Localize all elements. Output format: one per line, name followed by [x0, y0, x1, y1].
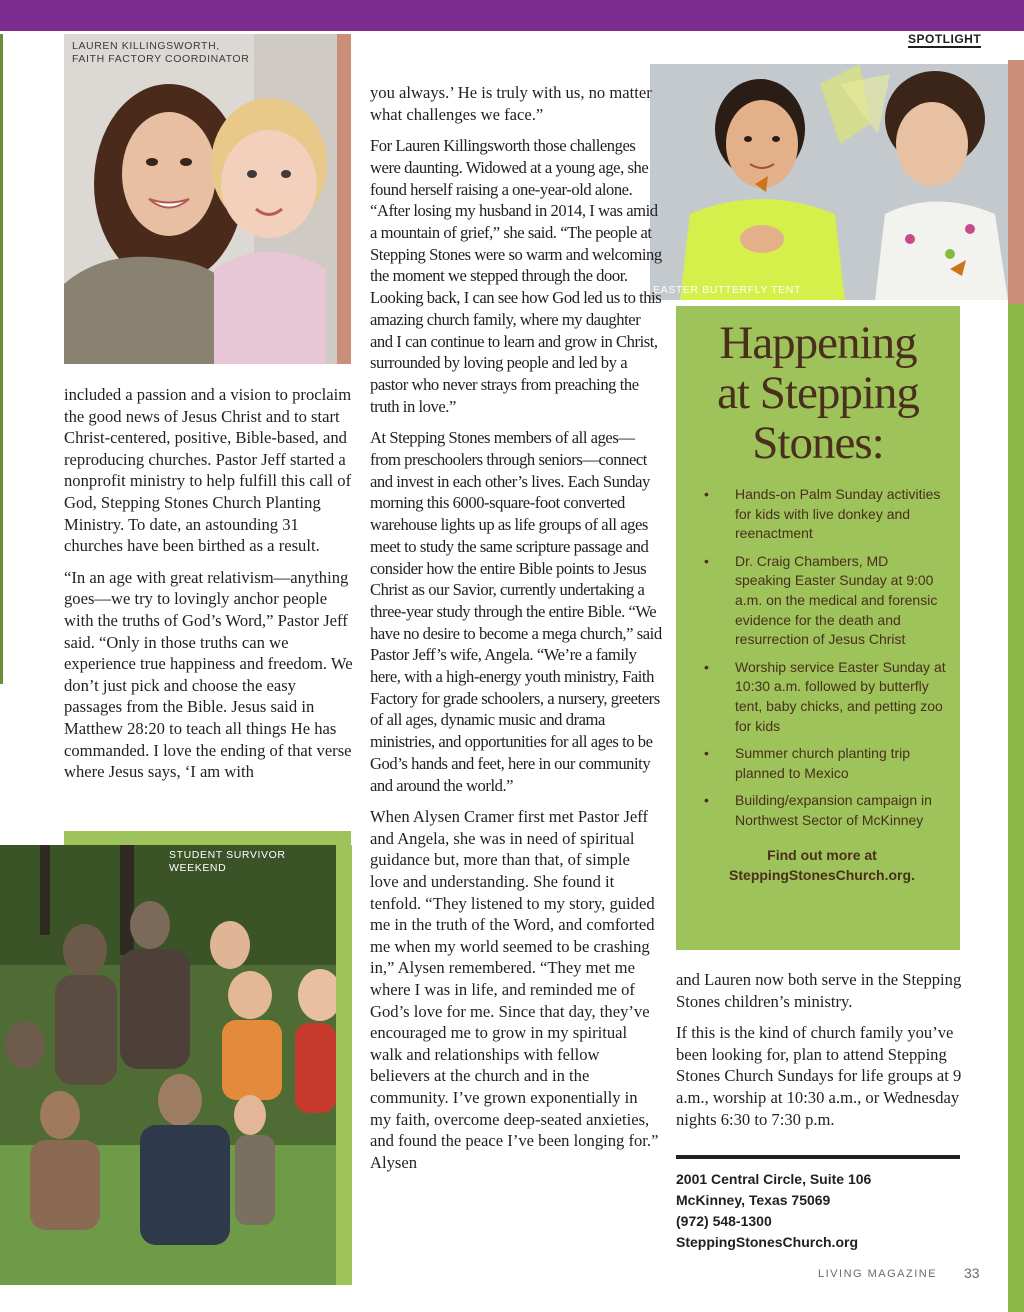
sidebar-title	[676, 318, 960, 468]
article-paragraph: “In an age with great relativism—anything goes—we try to lovingly anchor people with the truths of God’s Word,” Pastor Jeff said. “Only in those truths can we experience true happiness and freedom. We don’t just pick and choose the easy passages from the Bible. Jesus said in Matthew 28:20 to teach all things He has commanded. I love the ending of that verse where Jesus says, ‘I am with	[64, 567, 353, 782]
decorative-bar	[1008, 60, 1024, 304]
photo-easter-butterfly-tent	[650, 64, 1008, 300]
article-paragraph: and Lauren now both serve in the Stepping Stones children’s ministry.	[676, 970, 962, 1011]
sidebar-list-item	[704, 552, 948, 650]
sidebar-item-text: Building/expansion campaign in Northwest Sector of McKinney	[735, 792, 932, 828]
find-out-more	[676, 845, 960, 885]
sidebar-item-text: Hands-on Palm Sunday activities for kids with live donkey and reenactment	[735, 486, 941, 542]
sidebar-title-line: Happening	[719, 317, 917, 369]
sidebar-title-line: at Stepping	[717, 367, 919, 419]
sidebar-list-item	[704, 791, 948, 830]
bullet-icon: •	[704, 552, 709, 569]
decorative-bar	[0, 34, 3, 684]
sidebar-title-line: Stones:	[752, 417, 884, 469]
photo-caption	[72, 40, 249, 66]
article-paragraph: At Stepping Stones members of all ages—from preschoolers through seniors—connect and invest in each other’s lives. Each Sunday morning this 6000-square-foot converted warehouse lights up as life groups of all ages meet to study the same scripture passage and consider how the entire Bible points to Jesus Christ as our Savior, currently undertaking a three-year study through the entire Bible. “We have no desire to become a mega church,” said Pastor Jeff’s wife, Angela. “We’re a family here, with a high-energy youth ministry, Faith Factory for grade schoolers, a nursery, greeters of all ages, dynamic music and drama ministries, and opportunities for all ages to be God’s hands and feet, here in our community and around the world.”	[370, 428, 662, 795]
find-out-more-text: Find out more at	[767, 846, 877, 863]
website-link[interactable]: SteppingStonesChurch.org.	[729, 866, 915, 883]
sidebar-list-item	[704, 658, 948, 736]
article-column-3	[676, 969, 966, 1140]
photo-illustration	[0, 845, 336, 1285]
article-paragraph: For Lauren Killingsworth those challenges were daunting. Widowed at a young age, she found herself raising a one-year-old alone. “After losing my husband in 2014, I was amid a mountain of grief,” she said. “The people at Stepping Stones were so warm and welcoming the moment we stepped through the door. Looking back, I can see how God led us to this amazing church family, where my daughter and I can continue to learn and grow in Christ, surrounded by loving people and led by a pastor who never strays from preaching the truth in love.”	[370, 136, 662, 416]
phone-number: (972) 548-1300	[676, 1213, 772, 1229]
sidebar-list-item	[704, 485, 948, 544]
bullet-icon: •	[704, 745, 709, 762]
article-column-2	[370, 82, 662, 1183]
article-paragraph: When Alysen Cramer first met Pastor Jeff and Angela, she was in need of spiritual guidance but, more than that, of simple love and understanding. She found it tenfold. “They listened to my story, guided me in the truth of the Word, and comforted me when my world seemed to be crashing in,” Alysen remembered. “They met me where I was in life, and reminded me of God’s love for me. Since that day, they’ve encouraged me to grow in my spiritual walk and relationships with fellow believers at the church and in the community. I’ve grown exponentially in my faith, overcome deep-seated anxieties, and found the peace I’ve been longing for.” Alysen	[370, 807, 659, 1172]
photo-illustration	[650, 64, 1008, 300]
address-line: 2001 Central Circle, Suite 106	[676, 1171, 872, 1187]
bullet-icon: •	[704, 658, 709, 675]
sidebar-item-text: Summer church planting trip planned to Mexico	[735, 745, 911, 781]
bullet-icon: •	[704, 486, 709, 502]
sidebar-list	[676, 485, 960, 831]
photo-caption: EASTER BUTTERFLY TENT	[653, 284, 801, 296]
article-paragraph: included a passion and a vision to proclaim the good news of Jesus Christ and to start Christ-centered, positive, Bible-based, and reproducing churches. Pastor Jeff started a nonprofit ministry to help fulfill this call of God, Stepping Stones Church Planting Ministry. To date, an astounding 31 churches have been birthed as a result.	[64, 385, 352, 556]
contact-block	[676, 1155, 960, 1253]
address-line: McKinney, Texas 75069	[676, 1192, 831, 1208]
article-paragraph: you always.’ He is truly with us, no matter what challenges we face.”	[370, 83, 652, 124]
decorative-bar	[336, 845, 352, 1285]
decorative-bar	[337, 34, 351, 364]
caption-line: FAITH FACTORY COORDINATOR	[72, 53, 250, 65]
website-link[interactable]: SteppingStonesChurch.org	[676, 1234, 858, 1250]
bullet-icon: •	[704, 792, 709, 809]
photo-illustration	[64, 34, 337, 364]
section-label: SPOTLIGHT	[908, 32, 982, 46]
photo-caption: STUDENT SURVIVOR WEEKEND	[169, 849, 286, 874]
decorative-bar	[1008, 304, 1024, 1312]
magazine-name: LIVING MAGAZINE	[818, 1268, 938, 1280]
photo-lauren-killingsworth	[64, 34, 337, 364]
photo-student-survivor-weekend	[0, 845, 336, 1285]
page-number: 33	[964, 1265, 980, 1281]
article-column-1	[64, 384, 354, 793]
top-color-bar	[0, 0, 1024, 31]
sidebar-item-text: Dr. Craig Chambers, MD speaking Easter Sunday at 9:00 a.m. on the medical and forensic evidence for the death and resurrection of Jesus Christ	[735, 552, 938, 648]
sidebar-list-item	[704, 744, 948, 783]
caption-line: LAUREN KILLINGSWORTH,	[72, 40, 220, 52]
happening-sidebar	[676, 306, 960, 950]
article-paragraph: If this is the kind of church family you’ve been looking for, plan to attend Stepping Stones Church Sundays for life groups at 9 a.m., worship at 10:30 a.m., or Wednesday nights 6:30 to 7:30 p.m.	[676, 1023, 962, 1129]
sidebar-item-text: Worship service Easter Sunday at 10:30 a.m. followed by butterfly tent, baby chicks, and petting zoo for kids	[735, 658, 946, 734]
decorative-bar	[64, 831, 351, 845]
